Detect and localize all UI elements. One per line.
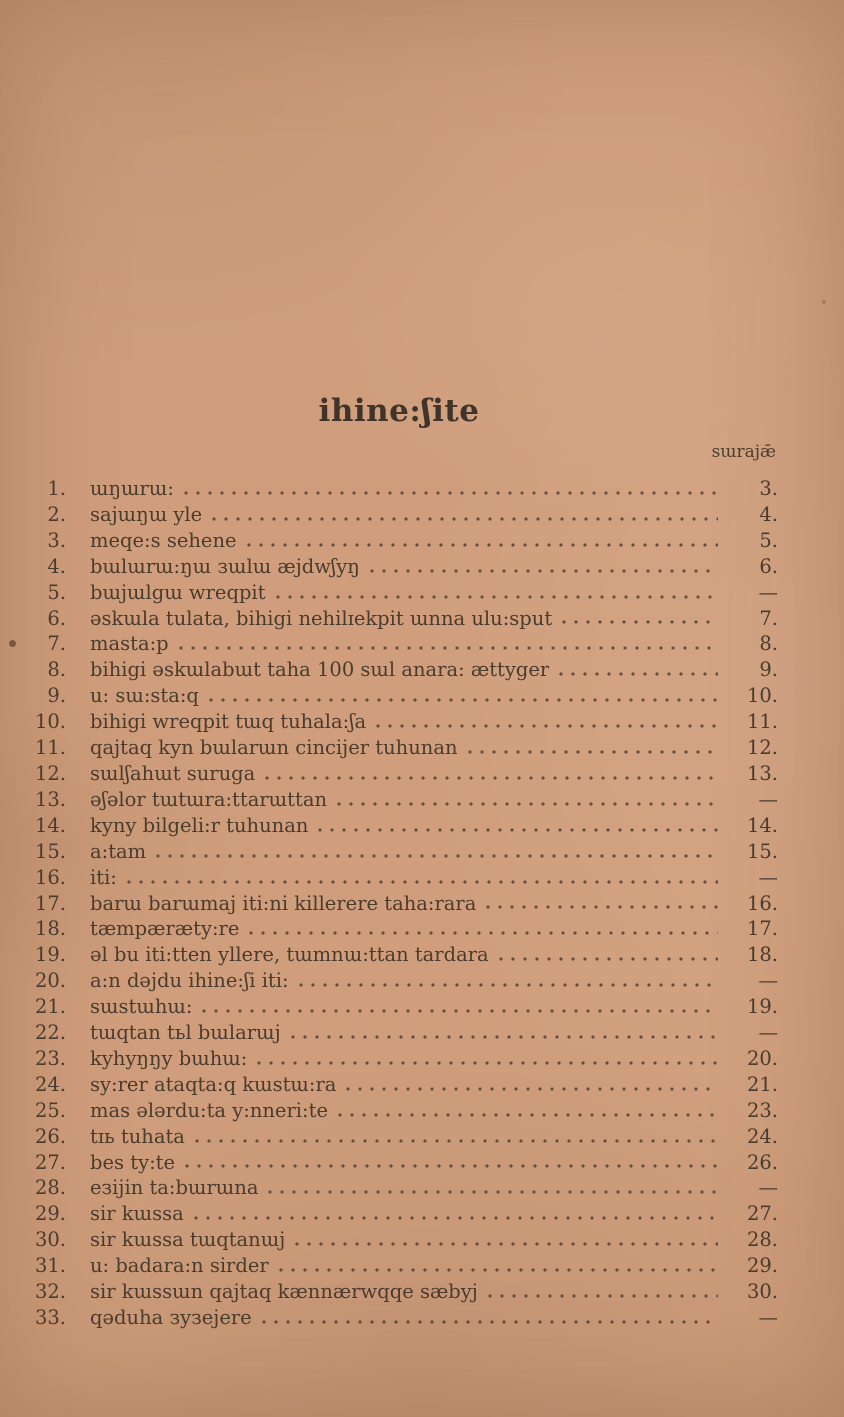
entry-page: 18. — [746, 943, 778, 967]
toc-row — [20, 916, 778, 942]
dot-leader — [202, 994, 718, 1020]
dot-leader — [265, 761, 718, 787]
toc-row — [20, 528, 778, 554]
entry-page: — — [758, 1306, 778, 1329]
entry-number: 27. — [34, 1150, 66, 1174]
entry-title: əʃəlor tɯtɯra:ttarɯttan — [90, 787, 328, 811]
dot-leader — [195, 1124, 718, 1150]
entry-page: 8. — [759, 632, 778, 656]
entry-number: 33. — [34, 1306, 66, 1329]
entry-page: 14. — [746, 813, 778, 837]
dot-leader — [562, 606, 718, 632]
entry-title: sir kɯssɯn qajtaq kænnærwqqe sæbyj — [90, 1280, 478, 1304]
entry-number: 24. — [34, 1072, 66, 1096]
entry-title: əl bu iti:tten yllere, tɯmnɯ:ttan tardara — [90, 943, 489, 967]
entry-number: 4. — [47, 554, 66, 578]
entry-title: bihigi wreqpit tɯq tuhala:ʃa — [90, 710, 367, 734]
toc-row — [20, 1046, 778, 1072]
entry-number: 20. — [34, 969, 66, 993]
entry-title: a:n dəjdu ihine:ʃi iti: — [90, 969, 289, 993]
entry-title: u: sɯ:sta:q — [90, 684, 199, 708]
entry-title: qajtaq kyn bɯlarɯn cincijer tuhunan — [90, 736, 458, 760]
dot-leader — [499, 942, 718, 968]
toc-row — [20, 1227, 778, 1253]
entry-title: bihigi əskɯlabɯt taha 100 sɯl anara: ættyger — [90, 658, 550, 682]
entry-title: mas ələrdu:ta y:nneri:te — [90, 1098, 328, 1122]
toc-row — [20, 502, 778, 528]
entry-page: 7. — [759, 606, 778, 630]
entry-title: qəduha зyзejere — [90, 1306, 252, 1329]
entry-page: — — [758, 580, 778, 604]
entry-title: masta:p — [90, 632, 169, 656]
entry-number: 9. — [47, 684, 66, 708]
toc-row — [20, 554, 778, 580]
entry-number: 12. — [34, 761, 66, 785]
entry-page: 11. — [746, 710, 778, 734]
entry-page: 23. — [746, 1098, 778, 1122]
entry-page: 29. — [746, 1254, 778, 1278]
entry-title: sy:rer ataqta:q kɯstɯ:ra — [90, 1072, 337, 1096]
entry-page: 13. — [746, 761, 778, 785]
entry-number: 25. — [34, 1098, 66, 1122]
entry-page: 21. — [746, 1072, 778, 1096]
entry-title: tɪь tuhata — [90, 1124, 185, 1148]
entry-title: eзijin ta:bɯrɯna — [90, 1176, 259, 1200]
toc-row — [20, 683, 778, 709]
toc-row — [20, 1279, 778, 1305]
entry-number: 11. — [34, 736, 66, 760]
entry-page: 9. — [759, 658, 778, 682]
toc-row — [20, 891, 778, 917]
toc-row — [20, 1020, 778, 1046]
dot-leader — [268, 1175, 718, 1201]
entry-title: u: badara:n sirder — [90, 1254, 269, 1278]
toc-row — [20, 631, 778, 657]
entry-number: 29. — [34, 1202, 66, 1226]
page-number-column-header: sɯrajǣ — [711, 442, 776, 462]
entry-number: 2. — [47, 502, 66, 526]
dot-leader — [184, 476, 718, 502]
entry-title: sir kɯssa — [90, 1202, 184, 1226]
entry-number: 32. — [34, 1280, 66, 1304]
entry-number: 30. — [34, 1228, 66, 1252]
entry-number: 15. — [34, 839, 66, 863]
entry-number: 3. — [47, 528, 66, 552]
toc-content — [20, 390, 778, 1331]
entry-page: 3. — [759, 477, 778, 500]
entry-title: tæmpæræty:re — [90, 917, 240, 941]
toc-row — [20, 476, 778, 502]
entry-title: ɯŋɯrɯ: — [90, 477, 174, 500]
entry-page: 28. — [746, 1228, 778, 1252]
toc-row — [20, 735, 778, 761]
toc-row — [20, 580, 778, 606]
entry-page: 20. — [746, 1046, 778, 1070]
entry-number: 7. — [47, 632, 66, 656]
dot-leader — [337, 787, 718, 813]
dot-leader — [194, 1201, 718, 1227]
entry-page: 10. — [746, 684, 778, 708]
entry-page: 19. — [746, 995, 778, 1019]
entry-number: 8. — [47, 658, 66, 682]
entry-title: a:tam — [90, 839, 147, 863]
dot-leader — [249, 916, 718, 942]
toc-row — [20, 761, 778, 787]
entry-page: 24. — [746, 1124, 778, 1148]
entry-page: 6. — [759, 554, 778, 578]
entry-number: 28. — [34, 1176, 66, 1200]
entry-number: 31. — [34, 1254, 66, 1278]
entry-number: 26. — [34, 1124, 66, 1148]
toc-row — [20, 1072, 778, 1098]
toc-row — [20, 1175, 778, 1201]
toc-row — [20, 1098, 778, 1124]
entry-page: — — [758, 787, 778, 811]
toc-row — [20, 994, 778, 1020]
entry-title: kyny bilgeli:r tuhunan — [90, 813, 309, 837]
toc-row — [20, 1150, 778, 1176]
toc-row — [20, 657, 778, 683]
toc-row — [20, 787, 778, 813]
entry-title: bɯlɯrɯ:ŋɯ зɯlɯ æjdwʃyŋ — [90, 554, 360, 578]
dot-leader — [127, 865, 718, 891]
dot-leader — [295, 1227, 718, 1253]
dot-leader — [318, 813, 718, 839]
entry-page: — — [758, 1176, 778, 1200]
dot-leader — [370, 554, 718, 580]
dot-leader — [376, 709, 718, 735]
dot-leader — [262, 1305, 718, 1331]
entry-title: sɯlʃahɯt suruga — [90, 761, 256, 785]
entry-title: meqe:s sehene — [90, 528, 237, 552]
toc-row — [20, 865, 778, 891]
toc-row — [20, 968, 778, 994]
dot-leader — [468, 735, 718, 761]
entry-number: 1. — [47, 477, 66, 500]
toc-row — [20, 1201, 778, 1227]
dot-leader — [185, 1150, 718, 1176]
entry-number: 17. — [34, 891, 66, 915]
toc-row — [20, 606, 778, 632]
entry-page: — — [758, 1021, 778, 1045]
dot-leader — [338, 1098, 718, 1124]
dot-leader — [559, 657, 718, 683]
entry-page: — — [758, 969, 778, 993]
entry-number: 10. — [34, 710, 66, 734]
entry-page: 17. — [746, 917, 778, 941]
dot-leader — [212, 502, 718, 528]
entry-page: 12. — [746, 736, 778, 760]
entry-title: iti: — [90, 865, 117, 889]
dot-leader — [276, 580, 718, 606]
entry-page: — — [758, 865, 778, 889]
entry-number: 16. — [34, 865, 66, 889]
entry-title: bes ty:te — [90, 1150, 176, 1174]
entry-number: 6. — [47, 606, 66, 630]
entry-title: barɯ barɯmaj iti:ni killerere taha:rara — [90, 891, 477, 915]
toc-row — [20, 942, 778, 968]
toc-row — [20, 1253, 778, 1279]
entry-number: 21. — [34, 995, 66, 1019]
dot-leader — [247, 528, 718, 554]
paper-speck — [822, 300, 826, 304]
dot-leader — [209, 683, 718, 709]
entry-page: 16. — [746, 891, 778, 915]
entry-page: 27. — [746, 1202, 778, 1226]
dot-leader — [291, 1020, 718, 1046]
entry-page: 4. — [759, 502, 778, 526]
entry-page: 15. — [746, 839, 778, 863]
dot-leader — [299, 968, 718, 994]
entry-page: 30. — [746, 1280, 778, 1304]
dot-leader — [346, 1072, 718, 1098]
dot-leader — [279, 1253, 718, 1279]
dot-leader — [257, 1046, 718, 1072]
entry-title: kyhyŋŋy bɯhɯ: — [90, 1046, 248, 1070]
dot-leader — [156, 839, 718, 865]
toc-row — [20, 1124, 778, 1150]
toc-row — [20, 1305, 778, 1331]
page-title: ihine:ʃite — [318, 393, 480, 429]
entry-title: sajɯŋɯ yle — [90, 502, 203, 526]
entry-number: 22. — [34, 1021, 66, 1045]
toc-list — [20, 476, 778, 1331]
entry-number: 18. — [34, 917, 66, 941]
dot-leader — [486, 891, 718, 917]
entry-title: sɯstɯhɯ: — [90, 995, 193, 1019]
entry-title: bɯjɯlgɯ wreqpit — [90, 580, 266, 604]
entry-title: tɯqtan tьl bɯlarɯj — [90, 1021, 281, 1045]
entry-number: 19. — [34, 943, 66, 967]
dot-leader — [488, 1279, 718, 1305]
entry-number: 13. — [34, 787, 66, 811]
dot-leader — [179, 631, 718, 657]
entry-page: 5. — [759, 528, 778, 552]
toc-row — [20, 839, 778, 865]
entry-number: 5. — [47, 580, 66, 604]
entry-title: əskɯla tulata, bihigi nehilɪekpit ɯnna ulu:sput — [90, 606, 553, 630]
toc-row — [20, 709, 778, 735]
entry-number: 23. — [34, 1046, 66, 1070]
entry-page: 26. — [746, 1150, 778, 1174]
entry-number: 14. — [34, 813, 66, 837]
entry-title: sir kɯssa tɯqtanɯj — [90, 1228, 286, 1252]
paper-speck — [9, 640, 16, 647]
toc-row — [20, 813, 778, 839]
